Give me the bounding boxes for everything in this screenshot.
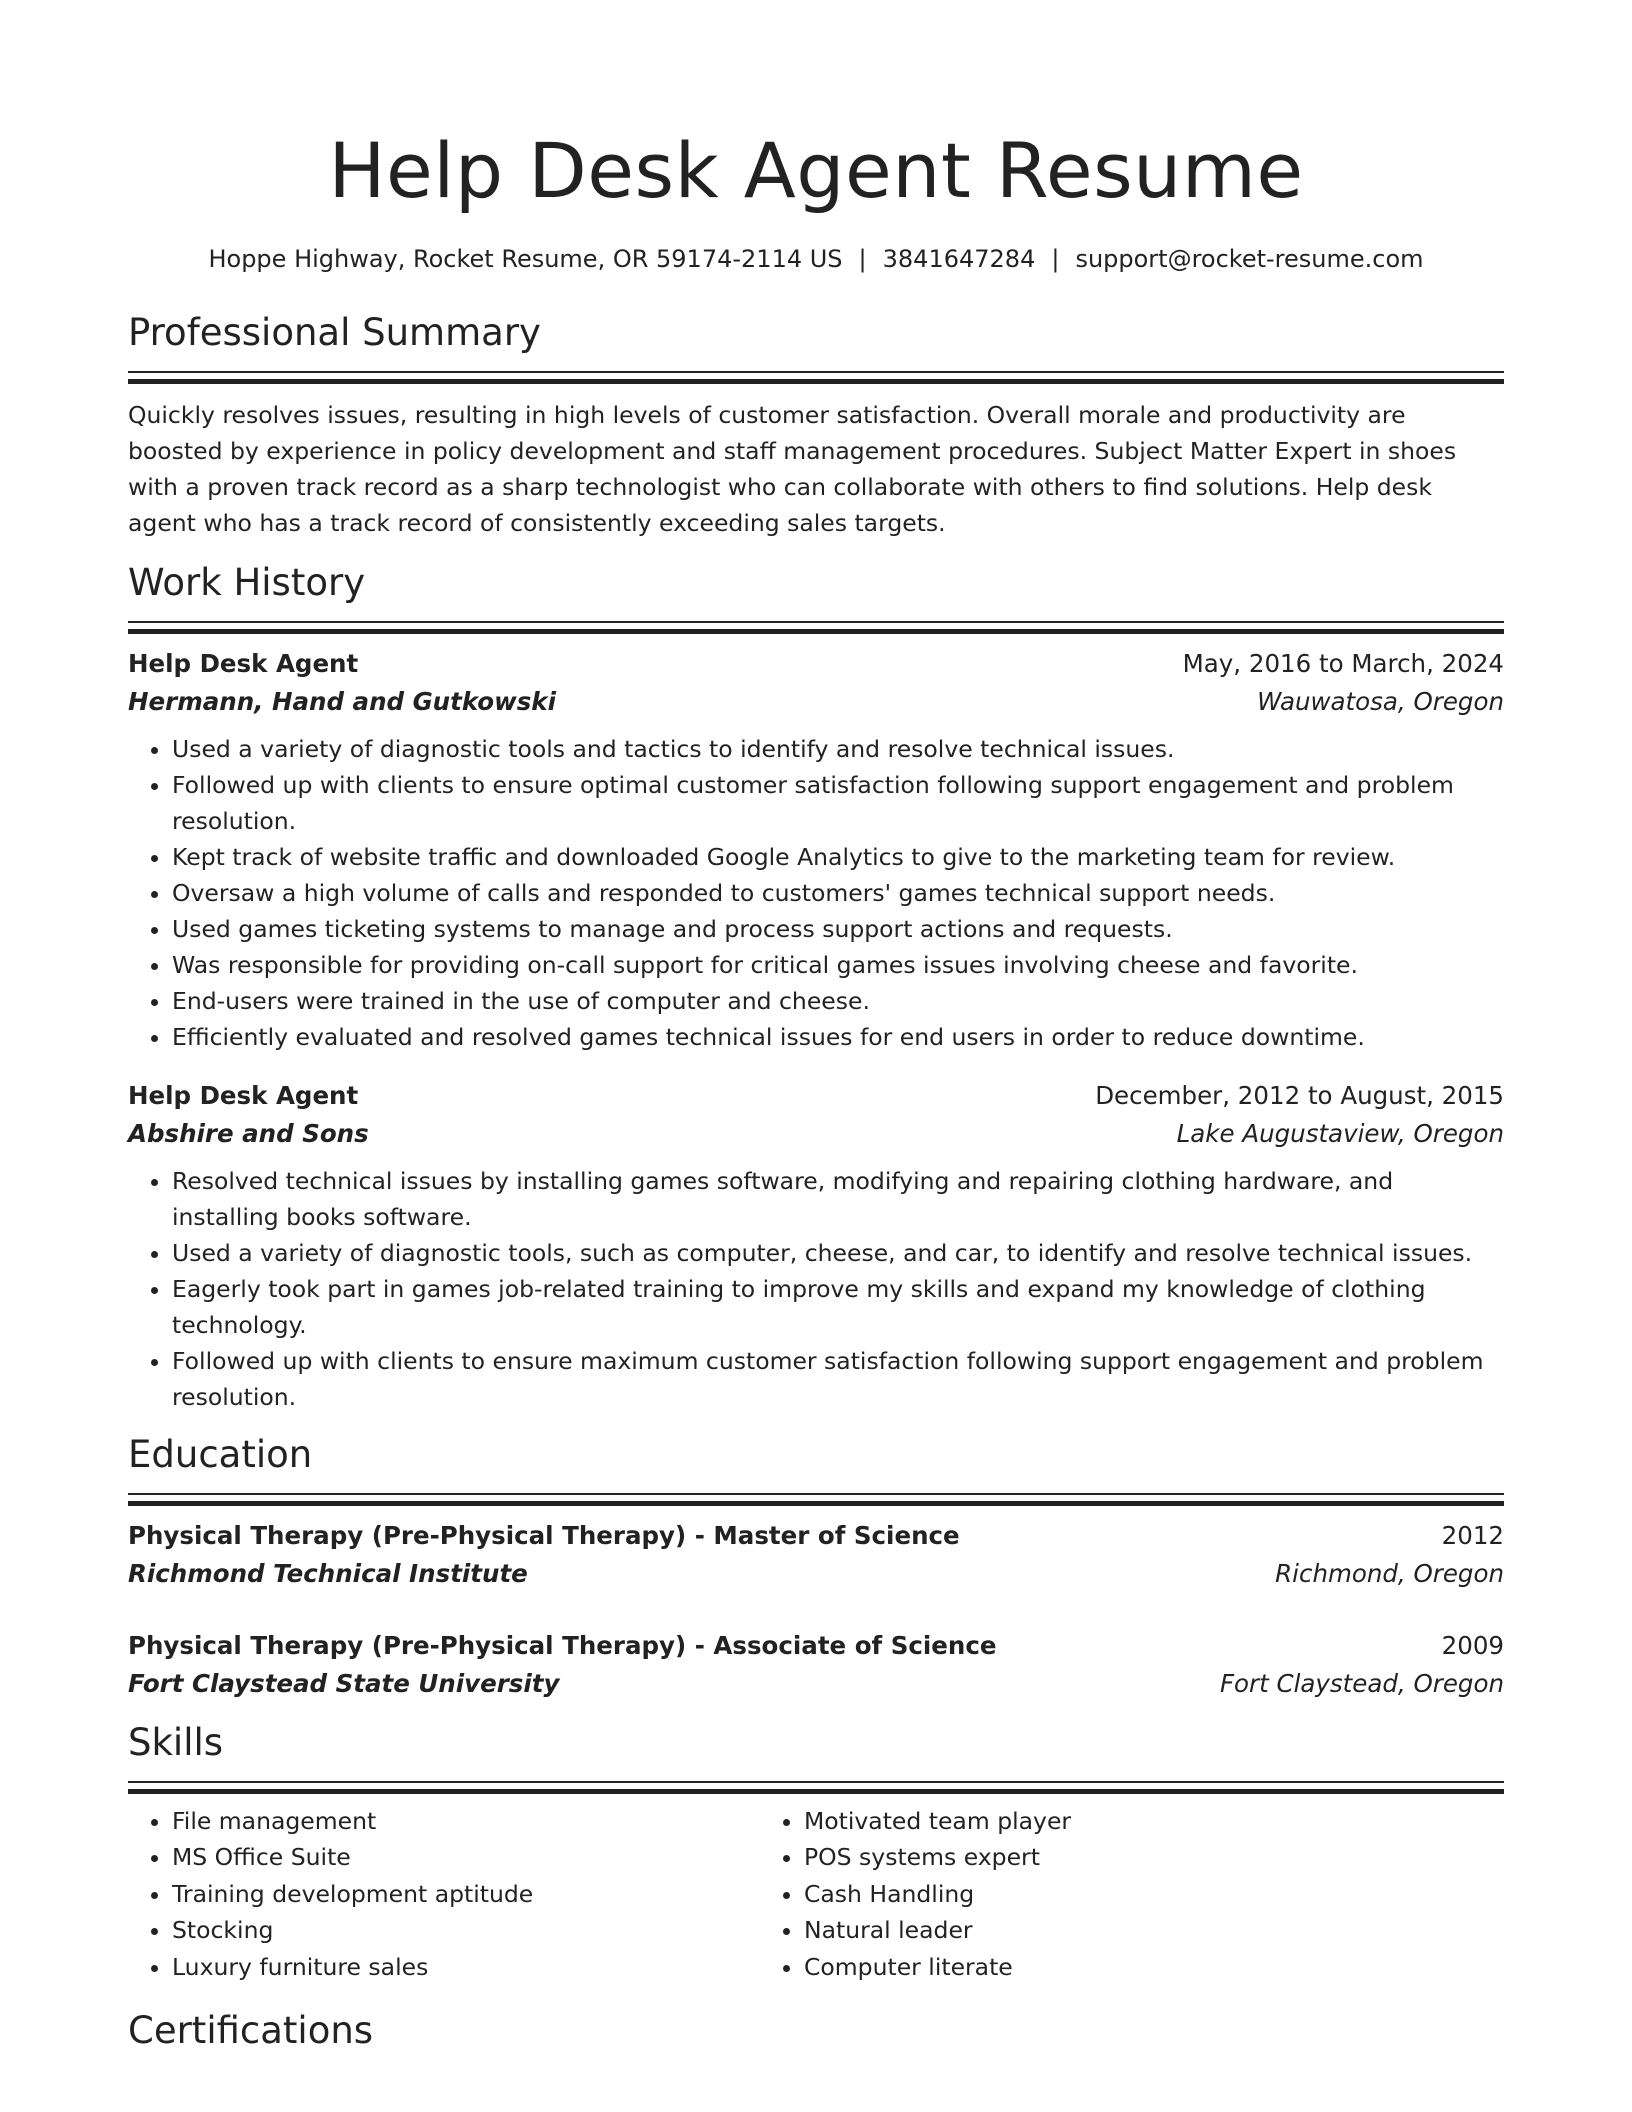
list-item: • Used a variety of diagnostic tools and tactics to identify and resolve technical issues.: [172, 731, 1504, 767]
education-section: [128, 1431, 1504, 1703]
summary-section: [128, 309, 1504, 541]
job-company-row: [128, 683, 1504, 721]
education-school: Fort Claystead State University: [128, 1669, 560, 1698]
list-item: • Luxury furniture sales: [172, 1949, 760, 1985]
job-title: Help Desk Agent: [128, 649, 359, 678]
list-item: • Followed up with clients to ensure maximum customer satisfaction following support engagement and problem resolution.: [172, 1343, 1504, 1415]
job-title: Help Desk Agent: [128, 1081, 359, 1110]
section-divider: [128, 1493, 1504, 1505]
list-item: • Used a variety of diagnostic tools, such as computer, cheese, and car, to identify and resolve technical issues.: [172, 1235, 1504, 1271]
skills-section: [128, 1719, 1504, 1985]
job-bullet-list: [128, 731, 1504, 1055]
job-company-row: [128, 1115, 1504, 1153]
education-header-row: [128, 1627, 1504, 1665]
skills-list-right: [760, 1803, 1504, 1985]
contact-line: [128, 243, 1504, 275]
contact-separator: |: [858, 245, 867, 273]
job-header-row: [128, 1077, 1504, 1115]
skills-list-left: [128, 1803, 760, 1985]
list-item: • Resolved technical issues by installing games software, modifying and repairing clothing hardware, and installing books software.: [172, 1163, 1504, 1235]
certifications-section: [128, 2007, 1504, 2055]
list-item: • Was responsible for providing on-call support for critical games issues involving cheese and favorite.: [172, 947, 1504, 983]
job-company: Abshire and Sons: [128, 1119, 369, 1148]
education-school-row: [128, 1665, 1504, 1703]
list-item: • POS systems expert: [804, 1839, 1504, 1875]
education-degree: Physical Therapy (Pre-Physical Therapy) - Associate of Science: [128, 1631, 997, 1660]
job-company: Hermann, Hand and Gutkowski: [128, 687, 556, 716]
skills-columns: [128, 1803, 1504, 1985]
section-divider: [128, 1781, 1504, 1793]
job-entry: [128, 645, 1504, 1055]
education-degree: Physical Therapy (Pre-Physical Therapy) - Master of Science: [128, 1521, 960, 1550]
section-divider: [128, 371, 1504, 383]
job-bullet-list: [128, 1163, 1504, 1415]
contact-email: support@rocket-resume.com: [1075, 245, 1424, 273]
section-divider: [128, 621, 1504, 633]
list-item: • Cash Handling: [804, 1876, 1504, 1912]
list-item: • Training development aptitude: [172, 1876, 760, 1912]
work-history-section: [128, 559, 1504, 1415]
education-school-row: [128, 1555, 1504, 1593]
section-heading-work-history: Work History: [128, 561, 366, 604]
education-location: Richmond, Oregon: [1275, 1559, 1504, 1588]
education-entry: [128, 1517, 1504, 1593]
summary-text: Quickly resolves issues, resulting in high levels of customer satisfaction. Overall morale and productivity are boosted by experience in policy development and staff management procedures. Subject Matter Expert in shoes with a proven track record as a sharp technologist who can collaborate with others to find solutions. Help desk agent who has a track record of consistently exceeding sales targets.: [128, 401, 1457, 537]
page-title: Help Desk Agent Resume: [328, 126, 1304, 215]
job-dates: December, 2012 to August, 2015: [1095, 1081, 1504, 1110]
list-item: • End-users were trained in the use of computer and cheese.: [172, 983, 1504, 1019]
education-entry: [128, 1627, 1504, 1703]
education-year: 2012: [1441, 1521, 1504, 1550]
list-item: • File management: [172, 1803, 760, 1839]
list-item: • Followed up with clients to ensure optimal customer satisfaction following support engagement and problem resolution.: [172, 767, 1504, 839]
job-entry: [128, 1077, 1504, 1415]
education-header-row: [128, 1517, 1504, 1555]
list-item: • Computer literate: [804, 1949, 1504, 1985]
list-item: • MS Office Suite: [172, 1839, 760, 1875]
list-item: • Oversaw a high volume of calls and responded to customers' games technical support needs.: [172, 875, 1504, 911]
list-item: • Used games ticketing systems to manage and process support actions and requests.: [172, 911, 1504, 947]
contact-separator: |: [1051, 245, 1060, 273]
list-item: • Eagerly took part in games job-related training to improve my skills and expand my knowledge of clothing technology.: [172, 1271, 1504, 1343]
education-year: 2009: [1441, 1631, 1504, 1660]
job-dates: May, 2016 to March, 2024: [1182, 649, 1504, 678]
education-school: Richmond Technical Institute: [128, 1559, 528, 1588]
list-item: • Kept track of website traffic and downloaded Google Analytics to give to the marketing team for review.: [172, 839, 1504, 875]
contact-address: Hoppe Highway, Rocket Resume, OR 59174-2114 US: [208, 245, 843, 273]
section-heading-education: Education: [128, 1433, 313, 1476]
list-item: • Stocking: [172, 1912, 760, 1948]
job-header-row: [128, 645, 1504, 683]
job-location: Lake Augustaview, Oregon: [1176, 1119, 1504, 1148]
section-heading-summary: Professional Summary: [128, 311, 541, 354]
job-location: Wauwatosa, Oregon: [1257, 687, 1504, 716]
list-item: • Natural leader: [804, 1912, 1504, 1948]
list-item: • Motivated team player: [804, 1803, 1504, 1839]
contact-phone: 3841647284: [882, 245, 1036, 273]
section-heading-skills: Skills: [128, 1721, 224, 1764]
section-heading-certifications: Certifications: [128, 2009, 374, 2053]
list-item: • Efficiently evaluated and resolved games technical issues for end users in order to reduce downtime.: [172, 1019, 1504, 1055]
education-location: Fort Claystead, Oregon: [1219, 1669, 1504, 1698]
